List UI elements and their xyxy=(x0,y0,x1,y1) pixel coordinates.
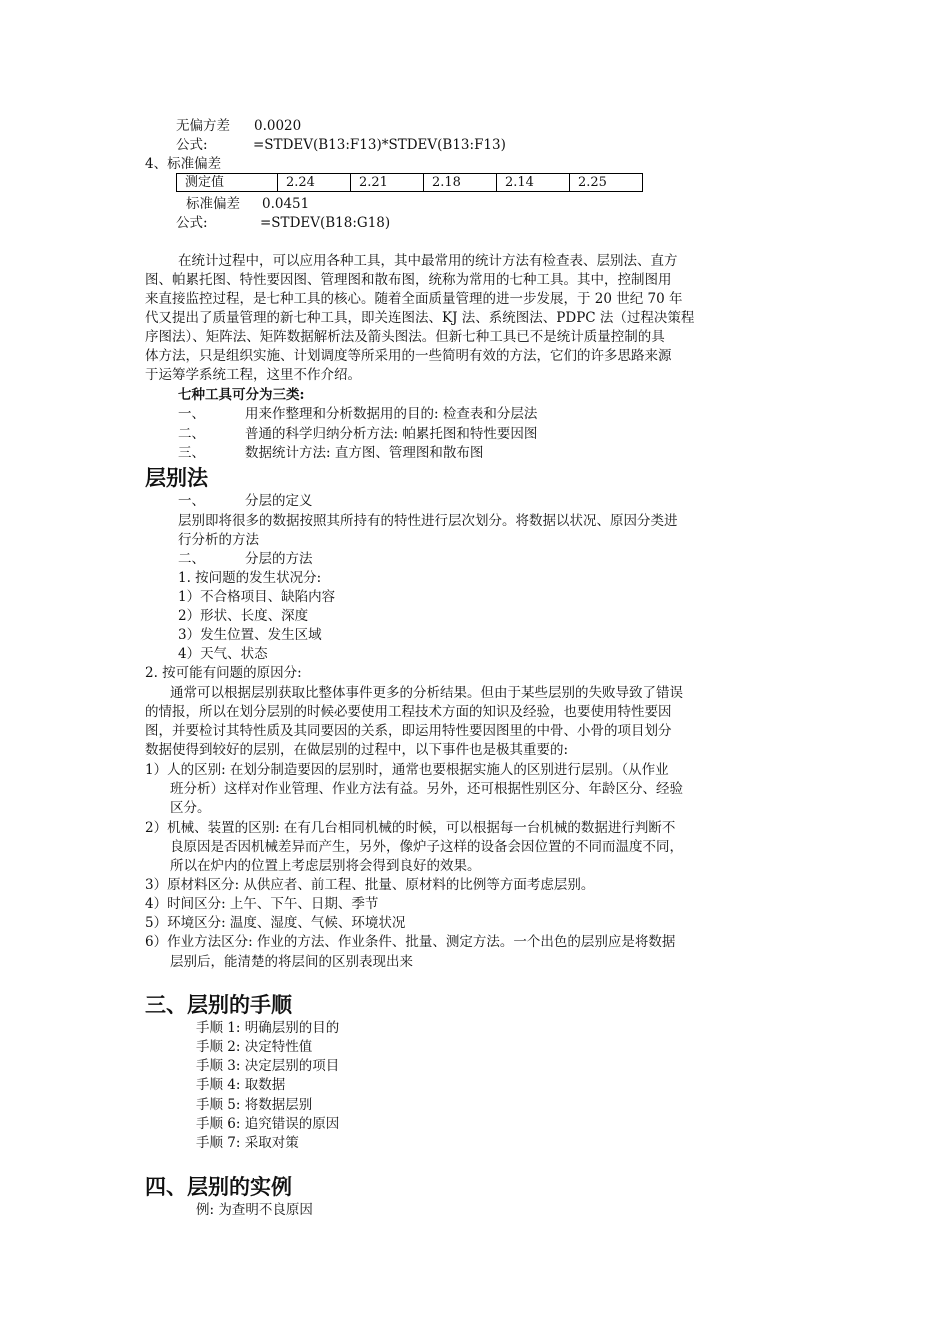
tools-item-num: 二、 xyxy=(178,426,205,442)
step-item: 手顺 1: 明确层别的目的 xyxy=(196,1020,340,1036)
def-title: 分层的定义 xyxy=(245,493,313,509)
m2-item: 层别后，能清楚的将层间的区别表现出来 xyxy=(170,954,413,970)
m2-title: 2. 按可能有问题的原因分: xyxy=(145,665,302,681)
variance-label: 无偏方差 xyxy=(176,118,230,134)
tools-item-text: 用来作整理和分析数据用的目的: 检查表和分层法 xyxy=(245,406,538,422)
intro-line: 代又提出了质量管理的新七种工具，即关连图法、KJ 法、系统图法、PDPC 法（过程决策程 xyxy=(145,310,695,326)
m2-line: 通常可以根据层别获取比整体事件更多的分析结果。但由于某些层别的失败导致了错误 xyxy=(170,685,683,701)
intro-line: 来直接监控过程，是七种工具的核心。随着全面质量管理的进一步发展，于 20 世纪 70 年 xyxy=(145,291,683,307)
tools-item-num: 三、 xyxy=(178,445,205,461)
step-item: 手顺 5: 将数据层别 xyxy=(196,1097,313,1113)
std-dev-formula-label: 公式: xyxy=(176,215,208,231)
m1-item: 2）形状、长度、深度 xyxy=(178,608,309,624)
m1-item: 3）发生位置、发生区域 xyxy=(178,627,322,643)
intro-line: 体方法，只是组织实施、计划调度等所采用的一些简明有效的方法，它们的许多思路来源 xyxy=(145,348,672,364)
tools-item-text: 数据统计方法: 直方图、管理图和散布图 xyxy=(245,445,484,461)
variance-formula-label: 公式: xyxy=(176,137,208,153)
m1-item: 1）不合格项目、缺陷内容 xyxy=(178,589,336,605)
example-heading: 四、层别的实例 xyxy=(145,1174,292,1199)
table-cell: 2.25 xyxy=(570,174,643,192)
section-4-heading: 4、标准偏差 xyxy=(145,156,222,172)
intro-line: 在统计过程中，可以应用各种工具，其中最常用的统计方法有检查表、层别法、直方 xyxy=(178,253,678,269)
std-dev-value: 0.0451 xyxy=(262,196,310,212)
m2-item: 6）作业方法区分: 作业的方法、作业条件、批量、测定方法。一个出色的层别应是将数据 xyxy=(145,934,676,950)
m2-item: 1）人的区别: 在划分制造要因的层别时，通常也要根据实施人的区别进行层别。（从作业 xyxy=(145,762,669,778)
m2-item: 5）环境区分: 温度、湿度、气候、环境状况 xyxy=(145,915,406,931)
tools-item-text: 普通的科学归纳分析方法: 帕累托图和特性要因图 xyxy=(245,426,538,442)
std-dev-formula: =STDEV(B18:G18) xyxy=(260,215,391,231)
table-row xyxy=(177,174,643,192)
variance-formula: =STDEV(B13:F13)*STDEV(B13:F13) xyxy=(253,137,506,153)
tools-title: 七种工具可分为三类: xyxy=(178,387,305,403)
def-num: 一、 xyxy=(178,493,205,509)
m2-item: 2）机械、装置的区别: 在有几台相同机械的时候，可以根据每一台机械的数据进行判断不 xyxy=(145,820,676,836)
method-title: 分层的方法 xyxy=(245,551,313,567)
stratify-heading: 层别法 xyxy=(145,465,208,490)
steps-heading: 三、层别的手顺 xyxy=(145,992,292,1017)
m2-item: 良原因是否因机械差异而产生，另外，像炉子这样的设备会因位置的不同而温度不同， xyxy=(170,839,683,855)
m2-item: 区分。 xyxy=(170,800,211,816)
tools-item-num: 一、 xyxy=(178,406,205,422)
m2-line: 图，并要检讨其特性质及其同要因的关系，即运用特性要因图里的中骨、小骨的项目划分 xyxy=(145,723,672,739)
m1-title: 1. 按问题的发生状况分: xyxy=(178,570,322,586)
m2-item: 所以在炉内的位置上考虑层别将会得到良好的效果。 xyxy=(170,858,481,874)
measurement-table xyxy=(176,173,643,192)
step-item: 手顺 3: 决定层别的项目 xyxy=(196,1058,340,1074)
intro-line: 序图法）、矩阵法、矩阵数据解析法及箭头图法。但新七种工具已不是统计质量控制的具 xyxy=(145,329,665,345)
m2-item: 3）原材料区分: 从供应者、前工程、批量、原材料的比例等方面考虑层别。 xyxy=(145,877,595,893)
std-dev-label: 标准偏差 xyxy=(186,196,240,212)
step-item: 手顺 4: 取数据 xyxy=(196,1077,286,1093)
m2-item: 班分析）这样对作业管理、作业方法有益。另外，还可根据性别区分、年龄区分、经验 xyxy=(170,781,683,797)
m2-item: 4）时间区分: 上午、下午、日期、季节 xyxy=(145,896,379,912)
def-line: 层别即将很多的数据按照其所持有的特性进行层次划分。将数据以状况、原因分类进 xyxy=(178,513,678,529)
table-header-cell: 测定值 xyxy=(177,174,278,192)
m1-item: 4）天气、状态 xyxy=(178,646,268,662)
table-cell: 2.24 xyxy=(278,174,351,192)
def-line: 行分析的方法 xyxy=(178,532,259,548)
method-num: 二、 xyxy=(178,551,205,567)
variance-value: 0.0020 xyxy=(254,118,302,134)
example-text: 例: 为查明不良原因 xyxy=(196,1202,313,1218)
table-cell: 2.14 xyxy=(497,174,570,192)
intro-line: 于运筹学系统工程，这里不作介绍。 xyxy=(145,367,361,383)
step-item: 手顺 7: 采取对策 xyxy=(196,1135,299,1151)
m2-line: 数据使得到较好的层别，在做层别的过程中，以下事件也是极其重要的: xyxy=(145,742,569,758)
table-cell: 2.21 xyxy=(351,174,424,192)
step-item: 手顺 6: 追究错误的原因 xyxy=(196,1116,340,1132)
m2-line: 的情报，所以在划分层别的时候必要使用工程技术方面的知识及经验，也要使用特性要因 xyxy=(145,704,672,720)
step-item: 手顺 2: 决定特性值 xyxy=(196,1039,313,1055)
table-cell: 2.18 xyxy=(424,174,497,192)
intro-line: 图、帕累托图、特性要因图、管理图和散布图，统称为常用的七种工具。其中，控制图用 xyxy=(145,272,672,288)
